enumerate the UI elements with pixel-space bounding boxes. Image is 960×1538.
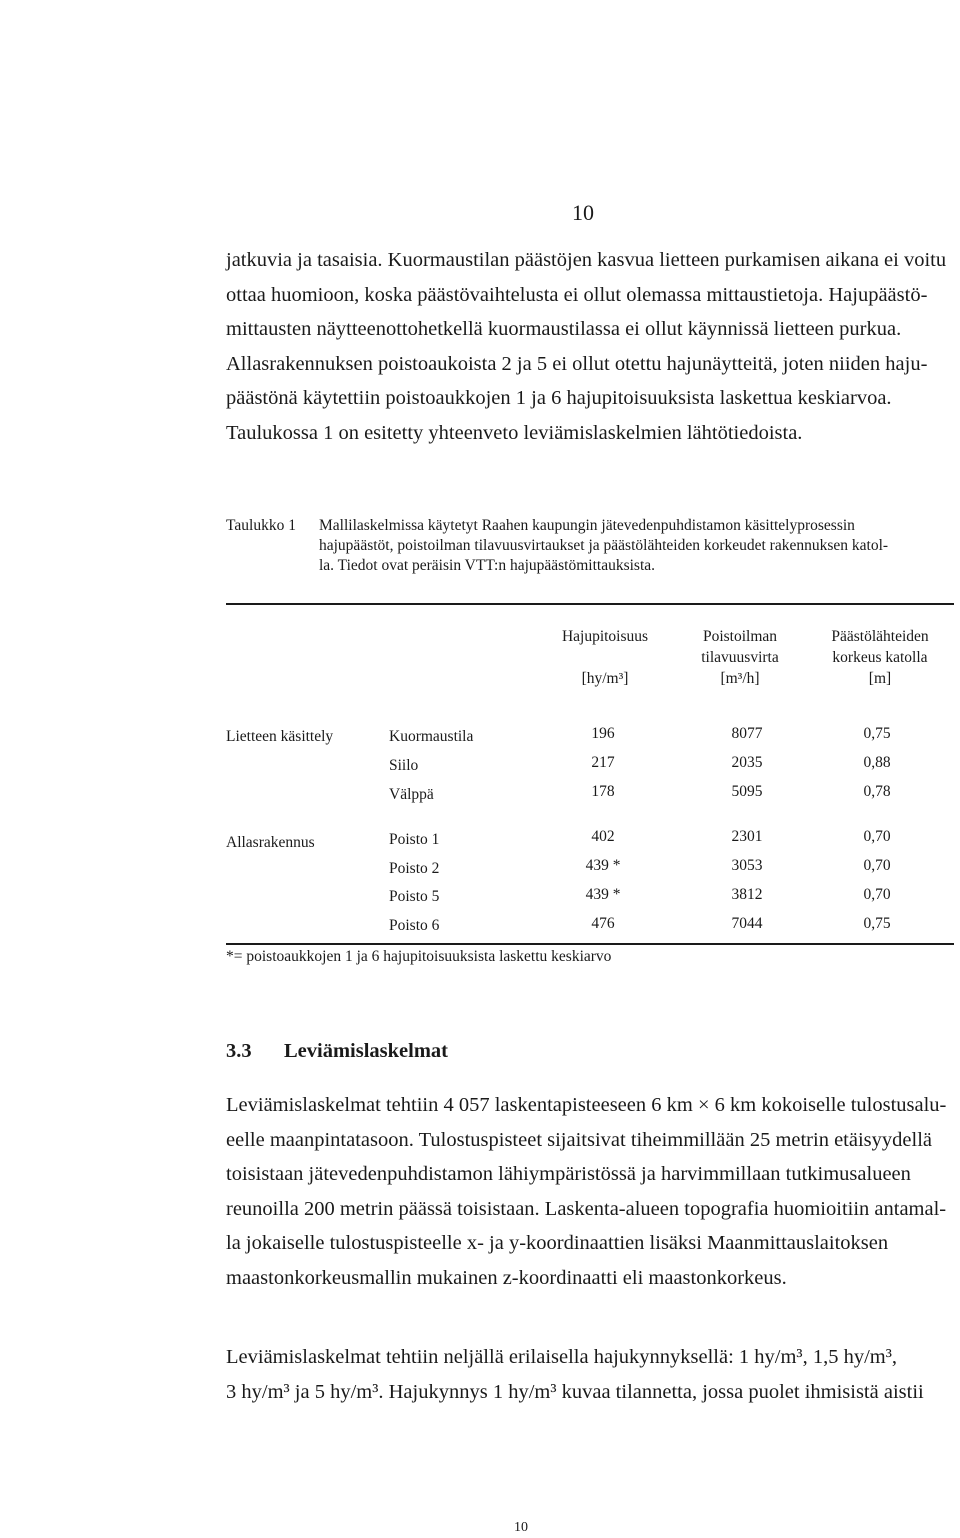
text-line: Taulukossa 1 on esitetty yhteenveto leviämislaskelmien lähtötiedoista. xyxy=(226,421,803,444)
table-bottom-rule xyxy=(226,943,954,945)
row-odor: 196 xyxy=(591,725,615,742)
row-flow: 7044 xyxy=(731,915,763,932)
row-source: Poisto 5 xyxy=(389,888,440,905)
row-group: Lietteen käsittely xyxy=(226,728,334,745)
row-height: 0,70 xyxy=(863,828,891,845)
row-source: Välppä xyxy=(389,786,434,803)
row-flow: 3053 xyxy=(731,857,763,874)
row-flow: 8077 xyxy=(731,725,763,742)
row-source: Poisto 2 xyxy=(389,860,440,877)
paragraph-thresholds xyxy=(226,1340,950,1409)
row-source: Poisto 6 xyxy=(389,917,440,934)
text-line: toisistaan jätevedenpuhdistamon lähiympäristössä ja harvimmillaan tutkimusalueen xyxy=(226,1163,911,1185)
text-line: 3 hy/m³ ja 5 hy/m³. Hajukynnys 1 hy/m³ kuvaa tilannetta, jossa puolet ihmisistä aistii xyxy=(226,1380,924,1403)
column-header-height: Päästölähteiden korkeus katolla [m] xyxy=(831,628,929,687)
text-line: Leviämislaskelmat tehtiin neljällä erilaisella hajukynnyksellä: 1 hy/m³, 1,5 hy/m³, xyxy=(226,1346,897,1368)
row-flow: 2301 xyxy=(731,828,763,845)
row-odor: 217 xyxy=(591,754,615,771)
text-line: mittausten näytteenottohetkellä kuormaustilassa ei ollut käynnissä lietteen purkua. xyxy=(226,318,902,340)
row-flow: 3812 xyxy=(731,886,763,903)
section-title: Leviämislaskelmat xyxy=(284,1040,448,1062)
text-line: ottaa huomioon, koska päästövaihtelusta ei ollut olemassa mittaustietoja. Hajupäästö- xyxy=(226,283,928,306)
text-line: jatkuvia ja tasaisia. Kuormaustilan päästöjen kasvua lietteen purkamisen aikana ei voitu xyxy=(226,249,947,271)
text-line: reunoilla 200 metrin päässä toisistaan. Laskenta-alueen topografia huomioitiin antamal- xyxy=(226,1197,947,1220)
table-footnote: *= poistoaukkojen 1 ja 6 hajupitoisuuksista laskettu keskiarvo xyxy=(226,948,612,965)
page-number: 10 xyxy=(572,200,594,225)
row-height: 0,75 xyxy=(863,915,891,932)
text-line: maastonkorkeusmallin mukainen z-koordinaatti eli maastonkorkeus. xyxy=(226,1266,787,1289)
text-line: Allasrakennuksen poistoaukoista 2 ja 5 ei ollut otettu hajunäytteitä, joten niiden haju- xyxy=(226,352,928,375)
row-height: 0,78 xyxy=(863,783,891,800)
text-line: la jokaiselle tulostuspisteelle x- ja y-koordinaattien lisäksi Maanmittauslaitoksen xyxy=(226,1232,889,1254)
row-height: 0,70 xyxy=(863,886,891,903)
row-source: Kuormaustila xyxy=(389,728,474,745)
row-group: Allasrakennus xyxy=(226,834,315,851)
row-flow: 2035 xyxy=(731,754,763,771)
column-header-odor: Hajupitoisuus [hy/m³] xyxy=(561,628,649,687)
row-odor: 439 * xyxy=(585,886,621,903)
table-caption-text xyxy=(319,516,956,576)
row-odor: 402 xyxy=(591,828,615,845)
section-heading xyxy=(226,1040,448,1063)
footer-page-number: 10 xyxy=(514,1520,528,1535)
section-number: 3.3 xyxy=(226,1040,252,1062)
caption-line: la. Tiedot ovat peräisin VTT:n hajupäästömittauksista. xyxy=(319,557,656,574)
paragraph-calculations xyxy=(226,1088,950,1295)
row-height: 0,70 xyxy=(863,857,891,874)
caption-line: hajupäästöt, poistoilman tilavuusvirtaukset ja päästölähteiden korkeudet rakennuksen katol- xyxy=(319,537,889,554)
caption-line: Mallilaskelmissa käytetyt Raahen kaupungin jätevedenpuhdistamon käsittelyprosessin xyxy=(319,517,855,534)
row-source: Poisto 1 xyxy=(389,831,440,848)
row-odor: 178 xyxy=(591,783,615,800)
row-height: 0,75 xyxy=(863,725,891,742)
text-line: päästönä käytettiin poistoaukkojen 1 ja 6 hajupitoisuuksista laskettua keskiarvoa. xyxy=(226,387,892,409)
column-header-flow: Poistoilman tilavuusvirta [m³/h] xyxy=(701,628,779,687)
row-odor: 439 * xyxy=(585,857,621,874)
table-top-rule xyxy=(226,603,954,605)
row-flow: 5095 xyxy=(731,783,763,800)
row-odor: 476 xyxy=(591,915,615,932)
row-source: Siilo xyxy=(389,757,419,774)
text-line: Leviämislaskelmat tehtiin 4 057 laskentapisteeseen 6 km × 6 km kokoiselle tulostusalu- xyxy=(226,1094,947,1116)
paragraph-intro xyxy=(226,243,950,450)
table-caption-label: Taulukko 1 xyxy=(226,517,296,534)
row-height: 0,88 xyxy=(863,754,891,771)
text-line: eelle maanpintatasoon. Tulostuspisteet sijaitsivat tiheimmillään 25 metrin etäisyydellä xyxy=(226,1128,932,1151)
